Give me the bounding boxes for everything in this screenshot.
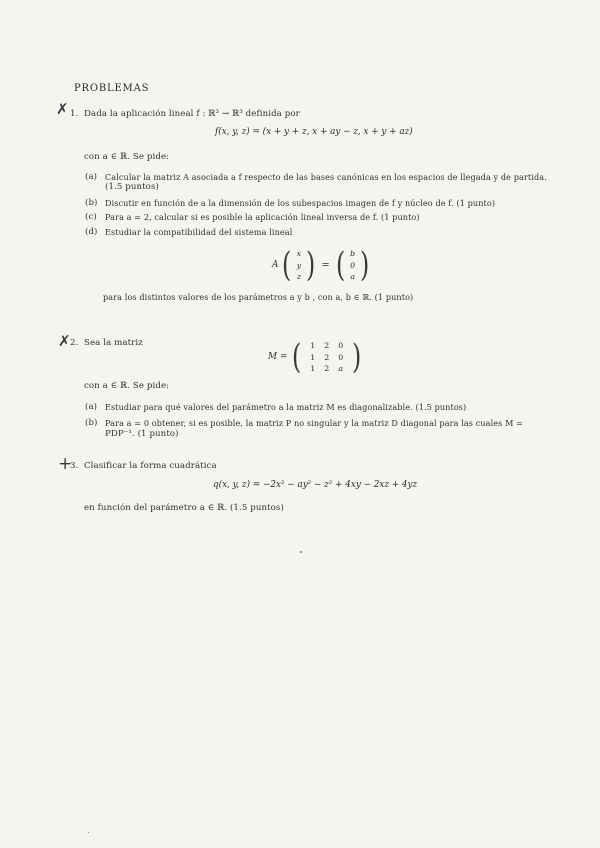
matrix-body [290, 337, 363, 378]
matrix-entry: 1 [310, 364, 316, 373]
problem-3-number: 3. [70, 461, 79, 471]
item-label: (d) [85, 227, 98, 237]
problem-1-formula: f(x, y, z) = (x + y + z, x + ay − z, x + y + az) [215, 127, 413, 137]
matrix-grid [304, 340, 350, 375]
matrix-entry: a [338, 364, 344, 373]
problem-1-with: con a ∈ ℝ. Se pide: [84, 152, 170, 162]
matrix-label: M = [268, 352, 288, 363]
matrix-entry: 2 [324, 341, 330, 350]
item-label: (b) [85, 198, 98, 208]
item-label: (b) [85, 418, 98, 428]
vector-entry: 0 [350, 260, 356, 270]
matrix-entry: 1 [310, 352, 316, 362]
item-text: Discutir en función de a la dimensión de los subespacios imagen de f y núcleo de f. (1 punto) [105, 198, 496, 208]
vector-column [347, 248, 358, 283]
item-text-continued: PDP⁻¹. (1 punto) [105, 429, 179, 439]
system-matrix-label: A [272, 260, 279, 271]
problem-3-text: en función del parámetro a ∈ ℝ. (1.5 puntos) [84, 503, 284, 513]
plus-mark-icon: + [58, 454, 73, 474]
item-text: Para a = 0 obtener, si es posible, la matriz P no singular y la matriz D diagonal para las cuales M = [105, 418, 524, 428]
item-text: Estudiar la compatibilidad del sistema lineal [105, 227, 293, 237]
vector-entry: y [296, 260, 302, 270]
item-label: (c) [85, 212, 97, 222]
scan-speck [88, 832, 89, 833]
linear-system [272, 245, 371, 286]
cross-mark-icon: ✗ [56, 100, 69, 118]
vector-entry: x [296, 249, 302, 258]
item-label: (a) [85, 172, 98, 182]
item-text: Calcular la matriz A asociada a f respecto de las bases canónicas en los espacios de llegada y de partida. [105, 172, 547, 182]
left-paren: ( [335, 245, 346, 286]
matrix-entry: 0 [338, 352, 344, 362]
matrix-entry: 2 [324, 364, 330, 373]
item-text-continued: (1.5 puntos) [105, 182, 159, 192]
matrix-entry: 2 [324, 352, 330, 362]
left-paren: ( [292, 337, 302, 378]
right-paren: ) [351, 337, 362, 378]
problem-2-with: con a ∈ ℝ. Se pide: [84, 381, 170, 391]
equals-sign: = [321, 259, 330, 271]
vector-entry: a [350, 272, 355, 281]
problem-3-intro: Clasificar la forma cuadrática [84, 461, 217, 471]
right-paren: ) [306, 245, 316, 286]
vector-entry: b [350, 249, 356, 258]
vector-column [294, 248, 304, 283]
variables-vector [280, 245, 317, 286]
section-heading: PROBLEMAS [74, 83, 150, 94]
problem-1-intro: Dada la aplicación lineal f : ℝ³ → ℝ³ definida por [84, 109, 300, 119]
problem-2-intro: Sea la matriz [84, 338, 143, 348]
scan-speck [300, 551, 302, 553]
item-text: Estudiar para qué valores del parámetro a la matriz M es diagonalizable. (1.5 puntos) [105, 402, 467, 412]
right-paren: ) [360, 245, 370, 286]
cross-mark-icon: ✗ [58, 332, 71, 350]
matrix-entry: 0 [338, 341, 344, 350]
item-label: (a) [85, 402, 98, 412]
left-paren: ( [282, 245, 292, 286]
vector-entry: z [296, 272, 301, 281]
matrix-entry: 1 [310, 341, 316, 350]
problem-1-number: 1. [70, 109, 79, 119]
problem-2-number: 2. [70, 338, 79, 348]
item-text: Para a = 2, calcular si es posible la aplicación lineal inversa de f. (1 punto) [105, 212, 420, 222]
matrix-m [268, 337, 363, 378]
rhs-vector [334, 245, 372, 286]
problem-3-formula: q(x, y, z) = −2x² − ay² − z² + 4xy − 2xz + 4yz [213, 480, 418, 490]
system-text: para los distintos valores de los parámetros a y b , con a, b ∈ ℝ. (1 punto) [103, 292, 414, 302]
